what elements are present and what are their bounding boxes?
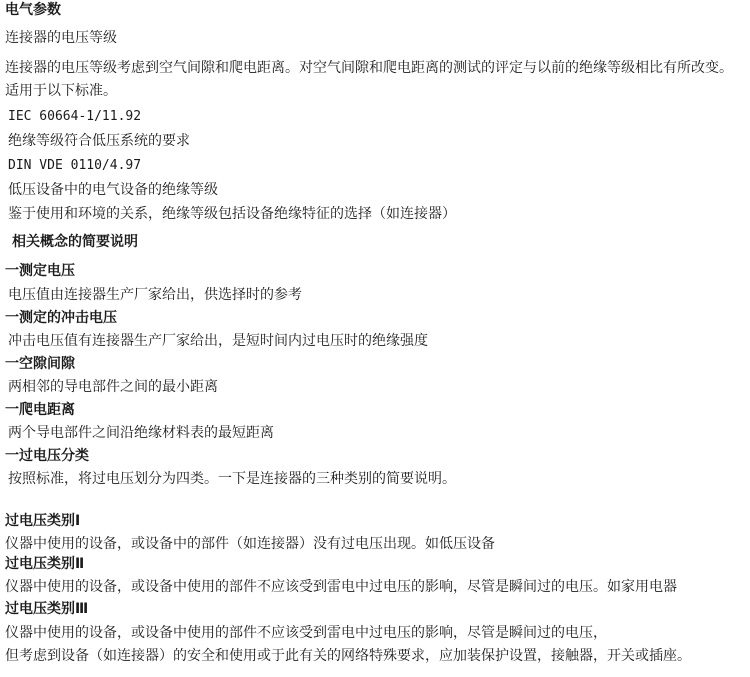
concept-clearance-desc: 两相邻的导电部件之间的最小距离 xyxy=(8,379,218,395)
concept-clearance-title: 一空隙间隙 xyxy=(5,356,75,372)
category-2-desc: 仪器中使用的设备，或设备中使用的部件不应该受到雷电中过电压的影响，尽管是瞬间过的电压。如家用电器 xyxy=(5,579,677,595)
category-1-title: 过电压类别Ⅰ xyxy=(5,513,81,529)
category-3-desc-line1: 仪器中使用的设备，或设备中使用的部件不应该受到雷电中过电压的影响，尽管是瞬间过的电压， xyxy=(5,625,607,641)
intro-paragraph: 连接器的电压等级考虑到空气间隙和爬电距离。对空气间隙和爬电距离的测试的评定与以前的绝缘等级相比有所改变。适用于以下标准。 xyxy=(5,60,733,99)
category-1-desc: 仪器中使用的设备，或设备中的部件（如连接器）没有过电压出现。如低压设备 xyxy=(5,536,495,552)
insulation-note: 鉴于使用和环境的关系，绝缘等级包括设备绝缘特征的选择（如连接器） xyxy=(8,206,456,222)
category-2-title: 过电压类别Ⅱ xyxy=(5,556,85,572)
concept-overvoltage-title: 一过电压分类 xyxy=(5,448,89,464)
concept-rated-voltage-title: 一测定电压 xyxy=(5,263,75,279)
category-3-desc-line2: 但考虑到设备（如连接器）的安全和使用或于此有关的网络特殊要求，应加装保护设置，接触器，开关或插座。 xyxy=(5,648,691,664)
standard-din: DIN VDE 0110/4.97 xyxy=(8,158,142,173)
concept-overvoltage-desc: 按照标准，将过电压划分为四类。一下是连接器的三种类别的简要说明。 xyxy=(8,471,456,487)
concept-impulse-voltage-title: 一测定的冲击电压 xyxy=(5,310,117,326)
concept-creepage-title: 一爬电距离 xyxy=(5,402,75,418)
doc-title: 电气参数 xyxy=(5,2,61,18)
standard-iec-desc: 绝缘等级符合低压系统的要求 xyxy=(8,133,190,149)
concept-creepage-desc: 两个导电部件之间沿绝缘材料表的最短距离 xyxy=(8,425,274,441)
doc-subtitle: 连接器的电压等级 xyxy=(5,30,117,46)
standard-din-desc: 低压设备中的电气设备的绝缘等级 xyxy=(8,182,218,198)
concepts-heading: 相关概念的简要说明 xyxy=(12,234,138,250)
standard-iec: IEC 60664-1/11.92 xyxy=(8,109,142,124)
concept-rated-voltage-desc: 电压值由连接器生产厂家给出，供选择时的参考 xyxy=(8,287,302,303)
concept-impulse-voltage-desc: 冲击电压值有连接器生产厂家给出，是短时间内过电压时的绝缘强度 xyxy=(8,333,428,349)
category-3-title: 过电压类别Ⅲ xyxy=(5,601,89,617)
